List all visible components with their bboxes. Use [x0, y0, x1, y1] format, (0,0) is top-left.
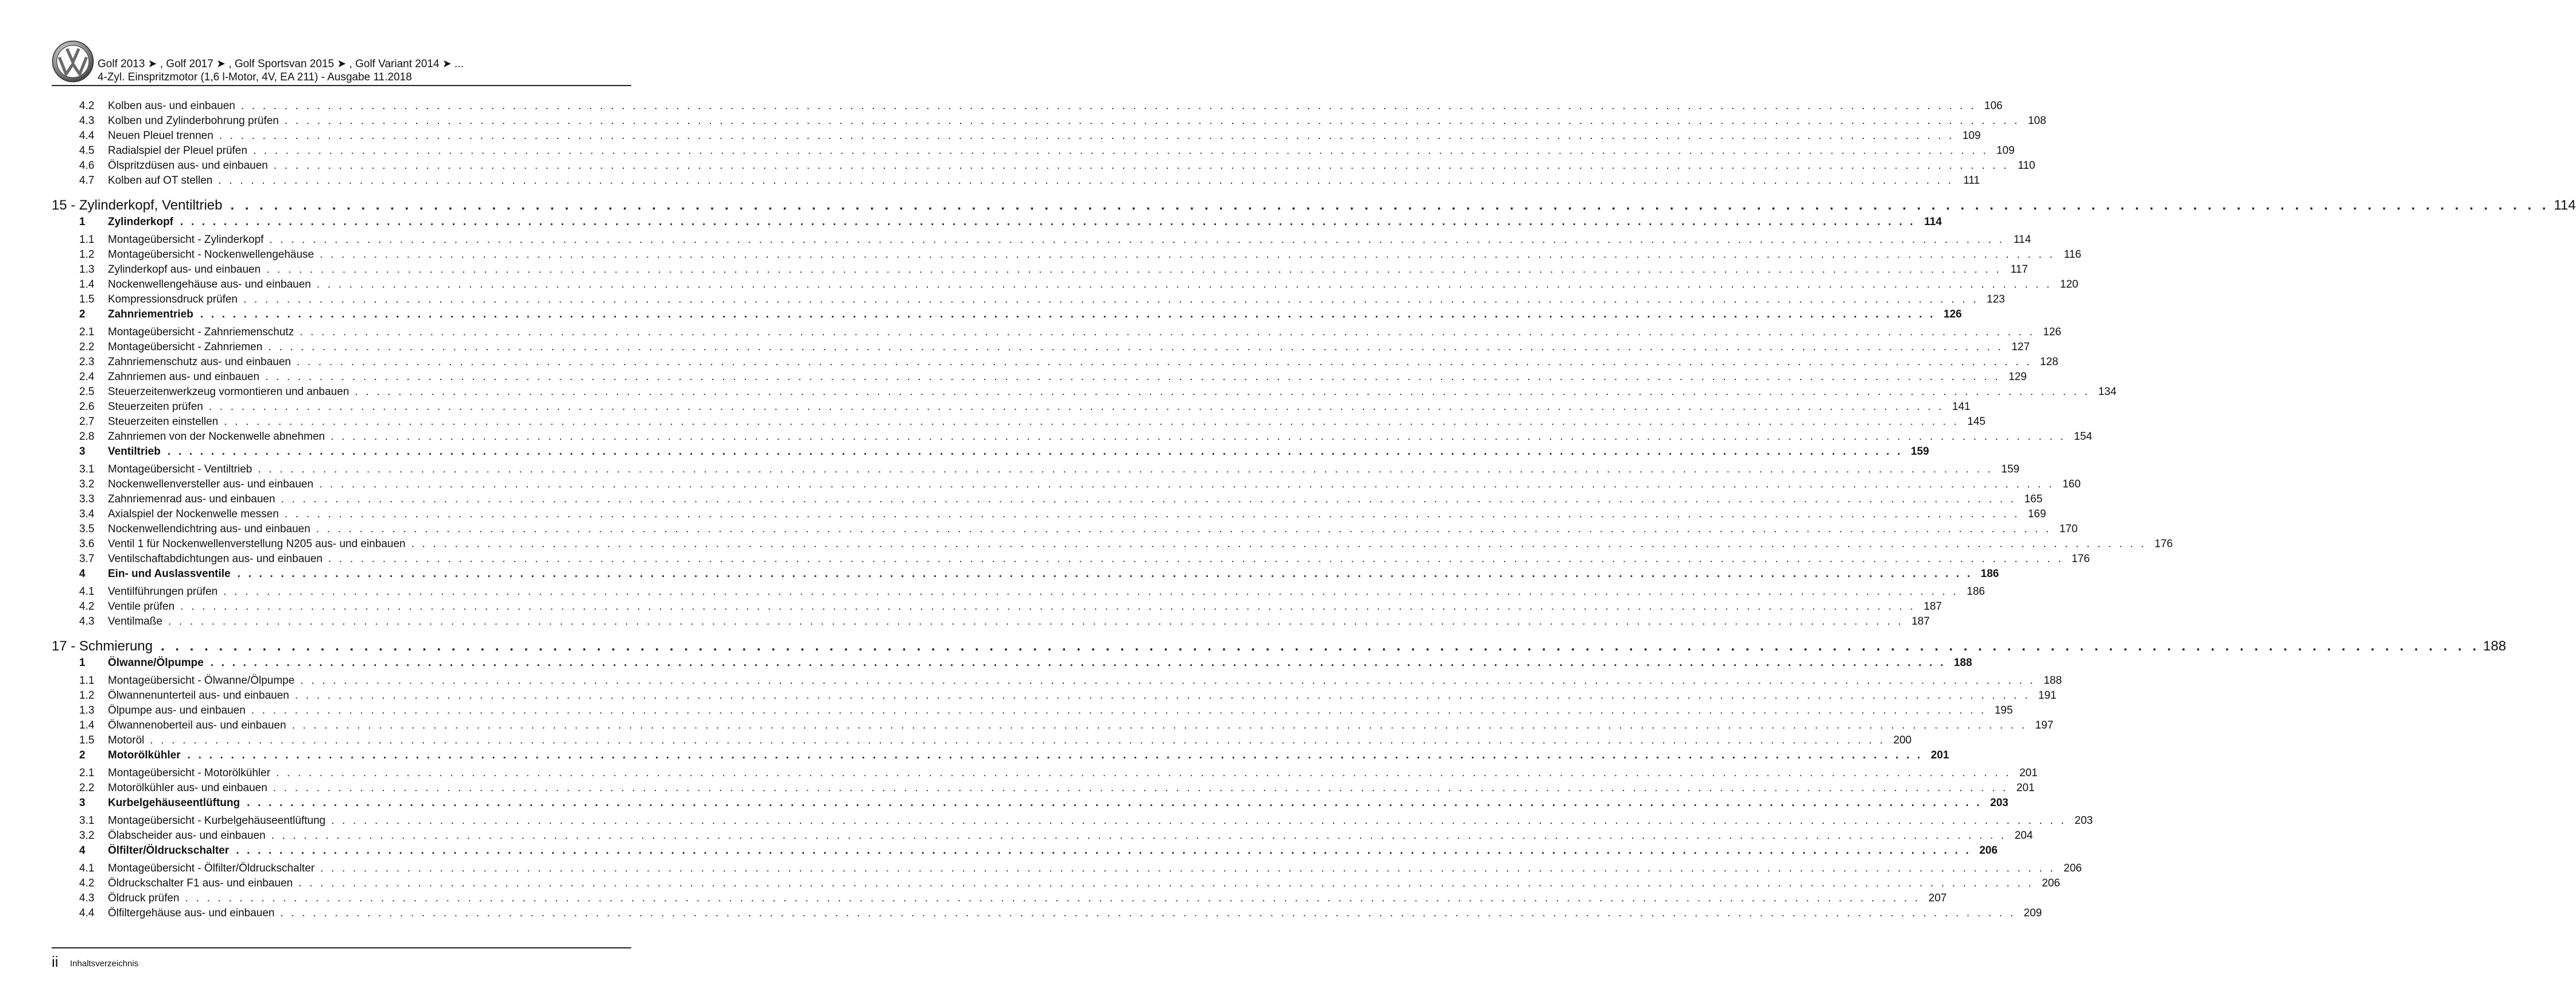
- toc-entry[interactable]: [52, 538, 2173, 553]
- toc-dot-leader: . . . . . . . . . . . . . . . . . . . . . . . . . . . . . . . . . . . . . . . . . . . . . . . . . . . . . . . . . . . . . . . . . . . . . . . . . . . . . . . . . . . . . . . . . . . . . . . . . . . . . . . . . . . . . . . . . . . . . . . . . . . . . . . . . . . . . . . . . . . . . . . . . . . . . . . . . . . . . . . .: [210, 657, 1946, 669]
- toc-entry-page: 188: [2043, 675, 2062, 687]
- toc-section[interactable]: [52, 446, 1929, 463]
- toc-entry-title: Ölwannenunterteil aus- und einbauen: [108, 690, 289, 702]
- toc-entry-title: Zahnriemenrad aus- und einbauen: [108, 493, 275, 505]
- toc-entry-title: Nockenwellendichtring aus- und einbauen: [108, 523, 310, 535]
- toc-dot-leader: . . . . . . . . . . . . . . . . . . . . . . . . . . . . . . . . . . . . . . . . . . . . . . . . . . . . . . . . . . . . . . . . . . . . . . . . . . . . . . . . . . . . . . . . . . . . . . . . . . . . . . . . . . . . . . . . . . . . . . . . . . . . . . . . . . . . . . . . . . . . . . . . . . . . . . . . . . . . . . . .: [266, 264, 2002, 276]
- toc-section[interactable]: [52, 216, 1942, 234]
- toc-entry-number: 3.2: [79, 478, 95, 490]
- toc-dot-leader: . . . . . . . . . . . . . . . . . . . . . . . . . . . . . . . . . . . . . . . . . . . . . . . . . . . . . . . . . . . . . . . . . . . . . . . . . . . . . . . . . . . . . . . . . . . . . . . . . . . . . . . . . . . . . . . . . . . . . . . . . . . . . . . . . . . . . . . . . . . . . . . . . . . . . . . . . . . . . . . .: [271, 830, 2007, 842]
- toc-entry-number: 3.1: [79, 463, 95, 475]
- toc-entry[interactable]: [52, 431, 2092, 446]
- toc-entry-title: Ventilführungen prüfen: [108, 586, 218, 598]
- toc-entry-number: 3.5: [79, 523, 95, 535]
- toc-entry[interactable]: [52, 293, 2005, 308]
- toc-dot-leader: . . . . . . . . . . . . . . . . . . . . . . . . . . . . . . . . . . . . . . . . . . . . . . . . . . . . . . . . . . . . . . . . . . . . . . . . . . . . . . . . . . . . . . . . . . . . . . . . . . . . . . . . . . . . . . . . . . . . . . . . . . . . . . . . . . . . . . . . . . . . . . . . . . . . . . . . . . . . . . . .: [265, 371, 2000, 383]
- toc-entry-page: 176: [2072, 553, 2090, 565]
- toc-chapter[interactable]: [52, 189, 2576, 216]
- toc-dot-leader: . . . . . . . . . . . . . . . . . . . . . . . . . . . . . . . . . . . . . . . . . . . . . . . . . . . . . . . . . . . . . . . . . . . . . . . . . . . . . . . . . . . . . . . . . . . . . . . . . . . . . . . . . . . . . . . . . . . . . . . . . . . . . . . . . . . . . . . . . . . . . . . . . . . . . . . . . . . . . . . .: [187, 749, 1923, 761]
- toc-entry-title: Steuerzeiten einstellen: [108, 416, 219, 428]
- toc-entry-number: 1.1: [79, 234, 95, 246]
- toc-entry-title: Montageübersicht - Motorölkühler: [108, 767, 271, 779]
- toc-entry-number: 2.6: [79, 401, 95, 413]
- toc-entry-title: Öldruck prüfen: [108, 892, 180, 904]
- toc-dot-leader: . . . . . . . . . . . . . . . . . . . . . . . . . . . . . . . . . . . . . . . . . . . . . . . . . . . . . . . . . . . . . . . . . . . . . . . . . . . . . . . . . . . . . . . . . . . . . . . . . . . . . . . . . . . . . . . . . . . . . . . . . . . . . . . . . . . . . . . . . . . . . . . . . . . . . . . . . . . . . . . .: [320, 249, 2055, 261]
- toc-entry-page: 201: [2019, 767, 2038, 779]
- toc-entry-number: 1.1: [79, 675, 95, 687]
- toc-entry-title: Kurbelgehäuseentlüftung: [108, 797, 240, 809]
- toc-entry-page: 197: [2035, 719, 2054, 731]
- toc-entry-number: 3.4: [79, 508, 95, 520]
- toc-dot-leader: . . . . . . . . . . . . . . . . . . . . . . . . . . . . . . . . . . . . . . . . . . . . . . . . . . . . . . . . . . . . . . . . . . . . . . . . . . . . . . . . . . . . . . . . . . . . . . . . . . . . . . . . . . . . . . . . . . . . . . . . . . . . . . . . . . . . . . . . . . . . . . . . . . . . . . . . . . . . . . . .: [328, 553, 2064, 565]
- header-text: [98, 57, 464, 84]
- toc-entry-title: Radialspiel der Pleuel prüfen: [108, 145, 247, 157]
- toc-entry-title: Zahnriementrieb: [108, 308, 193, 320]
- toc-entry-number: 4: [79, 568, 86, 580]
- toc-entry[interactable]: [52, 675, 2062, 690]
- toc-entry[interactable]: [52, 234, 2031, 249]
- toc-dot-leader: . . . . . . . . . . . . . . . . . . . . . . . . . . . . . . . . . . . . . . . . . . . . . . . . . . . . . . . . . . . . . . . . . . . . . . . . . . . . . . . . . . . . . . . . . . . . . . . . . . . . . . . . . . . . . . . . . . . . . . . . . . . . . . . . . . . . . . . . . . . . . . . . . . . . . . . . . . . . . . . .: [200, 308, 1936, 320]
- toc-entry-number: 4.3: [79, 615, 95, 628]
- toc-entry-page: 176: [2154, 538, 2173, 550]
- toc-entry-page: 120: [2060, 278, 2078, 291]
- toc-dot-leader: . . . . . . . . . . . . . . . . . . . . . . . . . . . . . . . . . . . . . . . . . . . . . . . . . . . . . . . . . . . . . . . . . . . . . . . . . . . . . . . . . . . . . . . . . . . . . . . . . . . . . . . . . . . . . . . . . . . . . . . . . . . . . . . . . . . . . . . . . . . . . . . . . . . . . . . . . . . . . . . .: [319, 478, 2054, 490]
- toc-entry-page: 129: [2008, 371, 2027, 383]
- toc-entry-title: Neuen Pleuel trennen: [108, 130, 213, 142]
- toc-entry-title: Ventil 1 für Nockenwellenverstellung N205 aus- und einbauen: [108, 538, 406, 550]
- toc-entry[interactable]: [52, 615, 1930, 630]
- toc-entry[interactable]: [52, 145, 2015, 160]
- toc-entry-number: 2.8: [79, 431, 95, 443]
- toc-entry-number: 1.3: [79, 704, 95, 716]
- header-vehicle-line: Golf 2013 ➤ , Golf 2017 ➤ , Golf Sportsvan 2015 ➤ , Golf Variant 2014 ➤ ...: [98, 58, 464, 70]
- toc-entry[interactable]: [52, 130, 1981, 145]
- toc-entry-number: 3.1: [79, 815, 95, 827]
- toc-entry[interactable]: [52, 100, 2003, 115]
- toc-entry-number: 3: [79, 446, 86, 458]
- toc-entry-title: Ölpumpe aus- und einbauen: [108, 704, 246, 716]
- toc-entry[interactable]: [52, 371, 2027, 386]
- toc-entry[interactable]: [52, 830, 2033, 845]
- toc-entry-title: 15 - Zylinderkopf, Ventiltrieb: [52, 197, 223, 213]
- toc-entry-page: 195: [1994, 704, 2013, 716]
- toc-dot-leader: . . . . . . . . . . . . . . . . . . . . . . . . . . . . . . . . . . . . . . . . . . . . . . . . . . . . . . . . . . . . . . . . . . . . . . . . . . . . . . . . . . . . . . . . . . . . . . . . . . . . . . . . . . . . . . . . . . . . . . . . . . . . . . . . . . . . . . . . . . . . . . . . . . . . . . . . . . . . . . . .: [292, 719, 2027, 731]
- toc-entry-number: 2.3: [79, 356, 95, 368]
- toc-entry[interactable]: [52, 862, 2082, 877]
- toc-entry[interactable]: [52, 782, 2035, 797]
- toc-entry-title: Kolben und Zylinderbohrung prüfen: [108, 115, 279, 127]
- toc-entry[interactable]: [52, 553, 2090, 568]
- header-divider: [52, 85, 631, 86]
- toc-dot-leader: . . . . . . . . . . . . . . . . . . . . . . . . . . . . . . . . . . . . . . . . . . . . . . . . . . . . . . . . . . . . . . . . . . . . . . . . . . . . . . . . . . . . . . . . . . . . . . . . . . . . . . . . . . . . . . . . . . . . . . . . . . . . . . . . . . . . . . . . . . . . . . . . . . . . . . . . . . . . . . . .: [284, 508, 2020, 520]
- toc-dot-leader: . . . . . . . . . . . . . . . . . . . . . . . . . . . . . . . . . . . . . . . . . . . . . . . . . . . . . . . . . . . . . . . . . . . . . . . . . . . . . . . . . . . . . . . . . . . . . . . . . . . . . . . . . . . . . . . . . . . . . . . . . . . . . . . . . . . . . . . . . . . . . . . . . . . . . . . . . . . . . . . .: [298, 877, 2034, 889]
- toc-dot-leader: . . . . . . . . . . . . . . . . . . . . . . . . . . . . . . . . . . . . . . . . . . . . . . . . . . . . . . . . . . . . . . . . . . . . . . . . . . . . . . . . . . . . . . . . . . . . . . . . . . . . . . . . . . . . . . . . . . . . . . . . . . . . . . . . . . . . . . . . . . . . . . . . . . . . . . . . . . . . . . . .: [316, 278, 2052, 291]
- toc-entry-number: 4.1: [79, 586, 95, 598]
- toc-entry-number: 3.2: [79, 830, 95, 842]
- toc-entry-title: Montageübersicht - Ventiltrieb: [108, 463, 252, 475]
- toc-entry-page: 145: [1967, 416, 1986, 428]
- toc-entry-title: Motorölkühler: [108, 749, 181, 761]
- toc-entry-page: 170: [2059, 523, 2078, 535]
- toc-entry-page: 141: [1952, 401, 1971, 413]
- toc-dot-leader: . . . . . . . . . . . . . . . . . . . . . . . . . . . . . . . . . . . . . . . . . . . . . . . . . . . . . . . . . . . . . . . . . . . . . . . . . . . . . . . . . . . . . . . . . . . . . . . . . . . . . . . . . . . . . . . . . . . . . . . . . . . . . . . . . . . . . . . . . . . . . . . . . . . . . . . . . . . . . . . .: [236, 845, 1971, 857]
- toc-entry[interactable]: [52, 734, 1912, 749]
- toc-entry-page: 123: [1987, 293, 2005, 305]
- toc-dot-leader: . . . . . . . . . . . . . . . . . . . . . . . . . . . . . . . . . . . . . . . . . . . . . . . . . . . . . . . . . . . . . . . . . . . . . . . . . . . . . . . . . . . . . . . . . . . . . . . . . . . . . . . . . . . . . . . . . . . . . . . . . . . . . . . . . . . . . . . . . . . . . . . . . . . . . . . . . . . . . . . .: [269, 234, 2005, 246]
- toc-entry-page: 201: [2016, 782, 2035, 794]
- toc-entry-title: Montageübersicht - Ölfilter/Öldruckschalter: [108, 862, 315, 874]
- toc-entry-page: 169: [2027, 508, 2046, 520]
- table-of-contents: [52, 100, 2576, 922]
- toc-entry[interactable]: [52, 907, 2042, 922]
- toc-dot-leader: . . . . . . . . . . . . . . . . . . . . . . . . . . . . . . . . . . . . . . . . . . . . . . . . . . . . . . . . . . . . . . . . . . . . . . . . . . . . . . . . . . . . . . . . . . . . . . . . . . . . . . . . . . . . . . . . . . . . . . . . . . . . . . . . . . . . . . . . . . . . . . . . . . . . . . . . . . . . . . . .: [180, 601, 1916, 613]
- toc-entry-number: 2: [79, 308, 86, 320]
- toc-entry-page: 187: [1911, 615, 1930, 628]
- toc-entry-title: Zylinderkopf aus- und einbauen: [108, 264, 261, 276]
- toc-entry[interactable]: [52, 704, 2013, 719]
- toc-dot-leader: . . . . . . . . . . . . . . . . . . . . . . . . . . . . . . . . . . . . . . . . . . . . . . . . . . . . . . . . . . . . . . . . . . . . . . . . . . . . . . . . . . . . . . . . . . . . . . . . . . . . . . . . . . . . . . . . . . . . . . . . . . . . . . . . . . . . . . . . . . . . . . . . . . . . . . . . . . . . . . . .: [331, 431, 2066, 443]
- toc-entry-page: 114: [2554, 197, 2576, 213]
- toc-entry[interactable]: [52, 463, 2020, 478]
- toc-entry-page: 128: [2040, 356, 2058, 368]
- toc-entry[interactable]: [52, 815, 2093, 830]
- toc-entry-page: 209: [2023, 907, 2042, 919]
- toc-entry-title: Nockenwellengehäuse aus- und einbauen: [108, 278, 311, 291]
- toc-entry[interactable]: [52, 601, 1942, 615]
- toc-entry-page: 186: [1967, 586, 1985, 598]
- toc-section[interactable]: [52, 308, 1962, 326]
- toc-dot-leader: . . . . . . . . . . . . . . . . . . . . . . . . . . . . . . . . . . . . . . . . . . . . . . . . . . . . . . . . . . . . . . . . . . . . . . . . . . . . . . . . . . . . . . . . . . . . . . . . . . . . . . . . . . . . . . . . . . . . . . . . . . . . . . . . . . . . . . . . . . . . . . . . . . . . . . . . . . . . . . . .: [280, 907, 2016, 919]
- toc-dot-leader: . . . . . . . . . . . . . . . . . . . . . . . . . . . . . . . . . . . . . . . . . . . . . . . . . . . . . . . . . . . . . . . . . . . . . . . . . . . . . . . . . . . . . . . . . . . . . . . . . . . . . . . . . . . . . . . . . . . . . . . . . . . . . . . . . . . . . . . . . . . . . . . . . . . . . . . . . . . . . . . .: [281, 493, 2016, 505]
- toc-dot-leader: . . . . . . . . . . . . . . . . . . . . . . . . . . . . . . . . . . . . . . . . . . . . . . . . . . . . . . . . . . . . . . . . . . . . . . . . . . . . . . . . . . . . . . . . . . . . . . . . . . . . . . . . . . . . . . . . . . . . . . . . . . . . . . . . . . . . . . . . . . . . . . . . . . . . . . . . . . . . . . . .: [300, 326, 2035, 338]
- toc-dot-leader: . . . . . . . . . . . . . . . . . . . . . . . . . . . . . . . . . . . . . . . . . . . . . . . . . . . . . . . . . . . . . . . . . . . . . . . . . . . . . . . . . . . . . . . . . . . . . . . . . . . . . . . . . . . . . . . . . . . . . . . . . . . . . . . . . . . . . . . . . . . . . . . . . . . . . . . . . . . . . . . .: [320, 862, 2056, 874]
- toc-entry-title: Ventiltrieb: [108, 446, 161, 458]
- toc-entry-title: Ölfilter/Öldruckschalter: [108, 845, 230, 857]
- toc-dot-leader: . . . . . . . . . . . . . . . . . . . . . . . . . . . . . . . . . . . . . . . . . . . . . . . . . . . . . . . . . . . . . . . . . . . . . . . . . . . . . . . . . . . . . . . . . . . . . . . . . . . . . . . . . . . . . . . . . . . . . . . . . . . . . . . . . . . . . . . . . . . . . . . . . . . . . . . . . . . . . . . .: [411, 538, 2147, 550]
- toc-entry-page: 206: [2042, 877, 2060, 889]
- toc-entry-page: 204: [2014, 830, 2033, 842]
- toc-entry-title: Kompressionsdruck prüfen: [108, 293, 238, 305]
- toc-dot-leader: . . . . . . . . . . . . . . . . . . . . . . . . . . . . . . . . . . . . . . . . . . . . . . . . . . . . . . . . . . . . . . . . . . . . . . . . . . . . . . . . . . . . . . . . . . . . . . . . . . . . . . . . . . . . . . . . . . . . . . . . . . . . . . . . . . . . . . . . . . . . . . . . . . . . . . . . . . . . . . . .: [240, 100, 1976, 112]
- toc-section[interactable]: [52, 845, 1998, 862]
- toc-dot-leader: . . . . . . . . . . . . . . . . . . . . . . . . . . . . . . . . . . . . . . . . . . . . . . . . . . . . . . . . . . . . . . . . . . . . . . . . . . . . . . . . . . . . . . . . . . . . . . . . . . . . . . . . . . . . . . . . . . . . . . . . . . . . . . . . . . . . . . . . . . . . . . . . . . . . . . . . . . . . . . . .: [258, 463, 1994, 475]
- toc-entry-page: 191: [2038, 690, 2057, 702]
- toc-entry[interactable]: [52, 264, 2028, 278]
- toc-dot-leader: . . . . . . . . . . . . . . . . . . . . . . . . . . . . . . . . . . . . . . . . . . . . . . . . . . . . . . . . . . . . . . . . . . . . . . . . . . . . . . . . . . . . . . . . . . . . . . . . . . . . . . . . . . . . . . . . . . . . . . . . . . . . . . . . . . . . . . . . . . . . . . . . . . . . . . . . . . . . . . . .: [296, 356, 2032, 368]
- toc-entry-page: 109: [1996, 145, 2015, 157]
- toc-entry-title: Ventilschaftabdichtungen aus- und einbauen: [108, 553, 323, 565]
- toc-chapter[interactable]: [52, 630, 2507, 657]
- toc-dot-leader: . . . . . . . . . . . . . . . . . . . . . . . . . . . . . . . . . . . . . . . . . . . . . . . . . . . . . . . . . . . . . . . . . . . . . . . . . . . . . . . . . . . . . . . . . . . . . . . . . . . . . . . . . . . . . . . . . . . . . . . . . . . . . . . . . . . . . . . . . . . . . . . . . . . . . . . . . . . . . . . .: [300, 675, 2036, 687]
- toc-entry-title: Montageübersicht - Ölwanne/Ölpumpe: [108, 675, 295, 687]
- toc-entry-page: 203: [2074, 815, 2093, 827]
- toc-entry-page: 201: [1930, 749, 1949, 761]
- toc-dot-leader: . . . . . . . . . . . . . . . . . . . . . . . . . . . . . . . . . . . . . . . . . . . . . . . . . . . . . . . . . . . . . . . . . . . . . . . . . . . . . . . . . . . . . . . . . . . . . . . . . . . . . . . . . . . . . . . . . . . . . . . . . . . . . . . . . . . . . . . . . . . . . . . . . . . . . . . . . . . . . . . .: [268, 341, 2004, 353]
- toc-entry-page: 206: [1979, 845, 1998, 857]
- footer-label: Inhaltsverzeichnis: [70, 959, 139, 969]
- toc-dot-leader: . . . . . . . . . . . . . . . . . . . . . . . . . . . . . . . . . . . . . . . . . . . . . . . . . . . . . . . . . . . . . . . . . . . . . . . . . . . . . . . . . . . . . . . . . . . . . . . . . . . . . . . . . . . . . . . . . . . . . . . . . . . . . . . . . . . . . . . . . . . . . . . . . . . . . . . . . . . . . . . .: [230, 197, 2550, 213]
- toc-entry-number: 2.1: [79, 326, 95, 338]
- toc-entry-title: Ein- und Auslassventile: [108, 568, 231, 580]
- toc-entry-number: 2.2: [79, 782, 95, 794]
- toc-entry-title: Steuerzeiten prüfen: [108, 401, 203, 413]
- toc-entry-title: Öldruckschalter F1 aus- und einbauen: [108, 877, 293, 889]
- toc-entry-title: Ventile prüfen: [108, 601, 175, 613]
- toc-entry-title: Ölspritzdüsen aus- und einbauen: [108, 160, 268, 172]
- toc-entry[interactable]: [52, 523, 2078, 538]
- toc-entry-title: Ventilmaße: [108, 615, 163, 628]
- toc-dot-leader: . . . . . . . . . . . . . . . . . . . . . . . . . . . . . . . . . . . . . . . . . . . . . . . . . . . . . . . . . . . . . . . . . . . . . . . . . . . . . . . . . . . . . . . . . . . . . . . . . . . . . . . . . . . . . . . . . . . . . . . . . . . . . . . . . . . . . . . . . . . . . . . . . . . . . . . . . . . . . . . .: [180, 216, 1916, 228]
- toc-entry-title: Kolben aus- und einbauen: [108, 100, 235, 112]
- toc-dot-leader: . . . . . . . . . . . . . . . . . . . . . . . . . . . . . . . . . . . . . . . . . . . . . . . . . . . . . . . . . . . . . . . . . . . . . . . . . . . . . . . . . . . . . . . . . . . . . . . . . . . . . . . . . . . . . . . . . . . . . . . . . . . . . . . . . . . . . . . . . . . . . . . . . . . . . . . . . . . . . . . .: [247, 797, 1982, 809]
- toc-entry-title: Montageübersicht - Zylinderkopf: [108, 234, 264, 246]
- toc-entry-page: 106: [1984, 100, 2003, 112]
- toc-entry-page: 110: [2018, 160, 2035, 172]
- toc-dot-leader: . . . . . . . . . . . . . . . . . . . . . . . . . . . . . . . . . . . . . . . . . . . . . . . . . . . . . . . . . . . . . . . . . . . . . . . . . . . . . . . . . . . . . . . . . . . . . . . . . . . . . . . . . . . . . . . . . . . . . . . . . . . . . . . . . . . . . . . . . . . . . . . . . . . . . . . . . . . . . . . .: [237, 568, 1973, 580]
- toc-entry-number: 1.3: [79, 264, 95, 276]
- toc-dot-leader: . . . . . . . . . . . . . . . . . . . . . . . . . . . . . . . . . . . . . . . . . . . . . . . . . . . . . . . . . . . . . . . . . . . . . . . . . . . . . . . . . . . . . . . . . . . . . . . . . . . . . . . . . . . . . . . . . . . . . . . . . . . . . . . . . . . . . . . . . . . . . . . . . . . . . . . . . . . . . . . .: [284, 115, 2020, 127]
- toc-entry-number: 1.2: [79, 249, 95, 261]
- toc-dot-leader: . . . . . . . . . . . . . . . . . . . . . . . . . . . . . . . . . . . . . . . . . . . . . . . . . . . . . . . . . . . . . . . . . . . . . . . . . . . . . . . . . . . . . . . . . . . . . . . . . . . . . . . . . . . . . . . . . . . . . . . . . . . . . . . . . . . . . . . . . . . . . . . . . . . . . . . . . . . . . . . .: [273, 782, 2008, 794]
- toc-dot-leader: . . . . . . . . . . . . . . . . . . . . . . . . . . . . . . . . . . . . . . . . . . . . . . . . . . . . . . . . . . . . . . . . . . . . . . . . . . . . . . . . . . . . . . . . . . . . . . . . . . . . . . . . . . . . . . . . . . . . . . . . . . . . . . . . . . . . . . . . . . . . . . . . . . . . . . . . . . . . . . . .: [243, 293, 1979, 305]
- toc-dot-leader: . . . . . . . . . . . . . . . . . . . . . . . . . . . . . . . . . . . . . . . . . . . . . . . . . . . . . . . . . . . . . . . . . . . . . . . . . . . . . . . . . . . . . . . . . . . . . . . . . . . . . . . . . . . . . . . . . . . . . . . . . . . . . . . . . . . . . . . . . . . . . . . . . . . . . . . . . . . . . . . .: [185, 892, 1921, 904]
- toc-dot-leader: . . . . . . . . . . . . . . . . . . . . . . . . . . . . . . . . . . . . . . . . . . . . . . . . . . . . . . . . . . . . . . . . . . . . . . . . . . . . . . . . . . . . . . . . . . . . . . . . . . . . . . . . . . . . . . . . . . . . . . . . . . . . . . . . . . . . . . . . . . . . . . . . . . . . . . . . . . . . . . . .: [208, 401, 1944, 413]
- toc-dot-leader: . . . . . . . . . . . . . . . . . . . . . . . . . . . . . . . . . . . . . . . . . . . . . . . . . . . . . . . . . . . . . . . . . . . . . . . . . . . . . . . . . . . . . . . . . . . . . . . . . . . . . . . . . . . . . . . . . . . . . . . . . . . . . . . . . . . . . . . . . . . . . . . . . . . . . . . . . . . . . . . .: [251, 704, 1987, 716]
- toc-entry[interactable]: [52, 341, 2030, 356]
- toc-entry[interactable]: [52, 493, 2043, 508]
- toc-entry-title: Motorölkühler aus- und einbauen: [108, 782, 267, 794]
- toc-section[interactable]: [52, 568, 1999, 586]
- toc-entry-number: 1.5: [79, 293, 95, 305]
- toc-entry-title: Ölabscheider aus- und einbauen: [108, 830, 266, 842]
- toc-entry[interactable]: [52, 386, 2117, 401]
- toc-entry-title: Montageübersicht - Zahnriemen: [108, 341, 263, 353]
- toc-entry[interactable]: [52, 416, 1986, 431]
- toc-entry-number: 1: [79, 657, 86, 669]
- toc-entry[interactable]: [52, 478, 2081, 493]
- toc-entry-page: 114: [1924, 216, 1942, 228]
- toc-dot-leader: . . . . . . . . . . . . . . . . . . . . . . . . . . . . . . . . . . . . . . . . . . . . . . . . . . . . . . . . . . . . . . . . . . . . . . . . . . . . . . . . . . . . . . . . . . . . . . . . . . . . . . . . . . . . . . . . . . . . . . . . . . . . . . . . . . . . . . . . . . . . . . . . . . . . . . . . . . . . . . . .: [223, 586, 1959, 598]
- toc-entry-number: 2.7: [79, 416, 95, 428]
- toc-entry-number: 4.5: [79, 145, 95, 157]
- toc-entry[interactable]: [52, 249, 2081, 264]
- toc-dot-leader: . . . . . . . . . . . . . . . . . . . . . . . . . . . . . . . . . . . . . . . . . . . . . . . . . . . . . . . . . . . . . . . . . . . . . . . . . . . . . . . . . . . . . . . . . . . . . . . . . . . . . . . . . . . . . . . . . . . . . . . . . . . . . . . . . . . . . . . . . . . . . . . . . . . . . . . . . . . . . . . .: [168, 615, 1903, 628]
- toc-entry-title: Ölwannenoberteil aus- und einbauen: [108, 719, 286, 731]
- toc-entry-number: 3.3: [79, 493, 95, 505]
- toc-dot-leader: . . . . . . . . . . . . . . . . . . . . . . . . . . . . . . . . . . . . . . . . . . . . . . . . . . . . . . . . . . . . . . . . . . . . . . . . . . . . . . . . . . . . . . . . . . . . . . . . . . . . . . . . . . . . . . . . . . . . . . . . . . . . . . . . . . . . . . . . . . . . . . . . . . . . . . . . . . . . . . . .: [276, 767, 2011, 779]
- toc-entry[interactable]: [52, 356, 2058, 371]
- toc-entry-title: Zylinderkopf: [108, 216, 174, 228]
- page-header: [52, 40, 631, 87]
- toc-entry-number: 4.2: [79, 877, 95, 889]
- toc-entry-number: 4.3: [79, 892, 95, 904]
- toc-entry-page: 127: [2011, 341, 2030, 353]
- toc-entry-page: 154: [2074, 431, 2092, 443]
- toc-entry-title: 17 - Schmierung: [52, 638, 153, 654]
- toc-entry-title: Zahnriemen von der Nockenwelle abnehmen: [108, 431, 325, 443]
- toc-entry[interactable]: [52, 586, 1985, 601]
- toc-entry-title: Montageübersicht - Zahnriemenschutz: [108, 326, 294, 338]
- toc-entry-number: 4.4: [79, 130, 95, 142]
- toc-entry-number: 2.4: [79, 371, 95, 383]
- toc-entry-number: 4.2: [79, 100, 95, 112]
- toc-entry-number: 4.6: [79, 160, 95, 172]
- toc-dot-leader: . . . . . . . . . . . . . . . . . . . . . . . . . . . . . . . . . . . . . . . . . . . . . . . . . . . . . . . . . . . . . . . . . . . . . . . . . . . . . . . . . . . . . . . . . . . . . . . . . . . . . . . . . . . . . . . . . . . . . . . . . . . . . . . . . . . . . . . . . . . . . . . . . . . . . . . . . . . . . . . .: [218, 175, 1954, 187]
- toc-entry-number: 4.2: [79, 601, 95, 613]
- toc-entry-title: Montageübersicht - Kurbelgehäuseentlüftung: [108, 815, 326, 827]
- toc-dot-leader: . . . . . . . . . . . . . . . . . . . . . . . . . . . . . . . . . . . . . . . . . . . . . . . . . . . . . . . . . . . . . . . . . . . . . . . . . . . . . . . . . . . . . . . . . . . . . . . . . . . . . . . . . . . . . . . . . . . . . . . . . . . . . . . . . . . . . . . . . . . . . . . . . . . . . . . . . . . . . . . .: [252, 145, 1988, 157]
- header-engine-line: 4-Zyl. Einspritzmotor (1,6 l-Motor, 4V, EA 211) - Ausgabe 11.2018: [98, 71, 412, 83]
- toc-entry[interactable]: [52, 160, 2035, 175]
- toc-dot-leader: . . . . . . . . . . . . . . . . . . . . . . . . . . . . . . . . . . . . . . . . . . . . . . . . . . . . . . . . . . . . . . . . . . . . . . . . . . . . . . . . . . . . . . . . . . . . . . . . . . . . . . . . . . . . . . . . . . . . . . . . . . . . . . . . . . . . . . . . . . . . . . . . . . . . . . . . . . . . . . . .: [331, 815, 2066, 827]
- toc-entry-page: 134: [2098, 386, 2117, 398]
- toc-entry-number: 2.2: [79, 341, 95, 353]
- toc-entry[interactable]: [52, 326, 2061, 341]
- toc-entry-title: Steuerzeitenwerkzeug vormontieren und anbauen: [108, 386, 349, 398]
- toc-entry[interactable]: [52, 877, 2060, 892]
- toc-entry-page: 188: [1953, 657, 1972, 669]
- vw-logo-icon: [52, 40, 94, 83]
- toc-entry-page: 188: [2483, 638, 2507, 654]
- toc-entry[interactable]: [52, 401, 1971, 416]
- toc-entry-number: 1.4: [79, 278, 95, 291]
- toc-section[interactable]: [52, 797, 2008, 815]
- toc-entry[interactable]: [52, 690, 2057, 704]
- toc-dot-leader: . . . . . . . . . . . . . . . . . . . . . . . . . . . . . . . . . . . . . . . . . . . . . . . . . . . . . . . . . . . . . . . . . . . . . . . . . . . . . . . . . . . . . . . . . . . . . . . . . . . . . . . . . . . . . . . . . . . . . . . . . . . . . . . . . . . . . . . . . . . . . . . . . . . . . . . . . . . . . . . .: [294, 690, 2030, 702]
- toc-entry-page: 114: [2013, 234, 2031, 246]
- toc-entry-number: 1.4: [79, 719, 95, 731]
- toc-entry-page: 165: [2024, 493, 2043, 505]
- toc-entry-number: 3.7: [79, 553, 95, 565]
- toc-entry[interactable]: [52, 892, 1947, 907]
- footer-page-number: ii: [52, 953, 59, 970]
- toc-dot-leader: . . . . . . . . . . . . . . . . . . . . . . . . . . . . . . . . . . . . . . . . . . . . . . . . . . . . . . . . . . . . . . . . . . . . . . . . . . . . . . . . . . . . . . . . . . . . . . . . . . . . . . . . . . . . . . . . . . . . . . . . . . . . . . . . . . . . . . . . . . . . . . . . . . . . . . . . . . . . . . . .: [161, 638, 2480, 654]
- toc-entry-page: 159: [2001, 463, 2020, 475]
- toc-entry-number: 2.1: [79, 767, 95, 779]
- toc-entry-title: Ölwanne/Ölpumpe: [108, 657, 204, 669]
- toc-entry-title: Zahnriemenschutz aus- und einbauen: [108, 356, 291, 368]
- toc-section[interactable]: [52, 657, 1972, 675]
- toc-entry-number: 1.5: [79, 734, 95, 746]
- toc-entry-page: 116: [2064, 249, 2081, 261]
- toc-entry-title: Kolben auf OT stellen: [108, 175, 213, 187]
- toc-entry-page: 126: [2043, 326, 2061, 338]
- toc-entry-number: 1: [79, 216, 86, 228]
- toc-dot-leader: . . . . . . . . . . . . . . . . . . . . . . . . . . . . . . . . . . . . . . . . . . . . . . . . . . . . . . . . . . . . . . . . . . . . . . . . . . . . . . . . . . . . . . . . . . . . . . . . . . . . . . . . . . . . . . . . . . . . . . . . . . . . . . . . . . . . . . . . . . . . . . . . . . . . . . . . . . . . . . . .: [167, 446, 1903, 458]
- toc-entry-title: Montageübersicht - Nockenwellengehäuse: [108, 249, 314, 261]
- toc-entry[interactable]: [52, 115, 2046, 130]
- toc-entry-number: 4.4: [79, 907, 95, 919]
- toc-dot-leader: . . . . . . . . . . . . . . . . . . . . . . . . . . . . . . . . . . . . . . . . . . . . . . . . . . . . . . . . . . . . . . . . . . . . . . . . . . . . . . . . . . . . . . . . . . . . . . . . . . . . . . . . . . . . . . . . . . . . . . . . . . . . . . . . . . . . . . . . . . . . . . . . . . . . . . . . . . . . . . . .: [355, 386, 2091, 398]
- toc-entry-title: Axialspiel der Nockenwelle messen: [108, 508, 279, 520]
- toc-entry-page: 117: [2010, 264, 2028, 276]
- toc-entry-title: Ölfiltergehäuse aus- und einbauen: [108, 907, 275, 919]
- toc-dot-leader: . . . . . . . . . . . . . . . . . . . . . . . . . . . . . . . . . . . . . . . . . . . . . . . . . . . . . . . . . . . . . . . . . . . . . . . . . . . . . . . . . . . . . . . . . . . . . . . . . . . . . . . . . . . . . . . . . . . . . . . . . . . . . . . . . . . . . . . . . . . . . . . . . . . . . . . . . . . . . . . .: [316, 523, 2052, 535]
- toc-entry-title: Nockenwellenversteller aus- und einbauen: [108, 478, 314, 490]
- toc-entry-page: 206: [2064, 862, 2082, 874]
- toc-entry-page: 207: [1928, 892, 1947, 904]
- toc-entry-number: 2: [79, 749, 86, 761]
- toc-entry-number: 3.6: [79, 538, 95, 550]
- toc-entry-page: 111: [1963, 175, 1980, 187]
- toc-dot-leader: . . . . . . . . . . . . . . . . . . . . . . . . . . . . . . . . . . . . . . . . . . . . . . . . . . . . . . . . . . . . . . . . . . . . . . . . . . . . . . . . . . . . . . . . . . . . . . . . . . . . . . . . . . . . . . . . . . . . . . . . . . . . . . . . . . . . . . . . . . . . . . . . . . . . . . . . . . . . . . . .: [150, 734, 1886, 746]
- toc-entry[interactable]: [52, 719, 2054, 734]
- toc-dot-leader: . . . . . . . . . . . . . . . . . . . . . . . . . . . . . . . . . . . . . . . . . . . . . . . . . . . . . . . . . . . . . . . . . . . . . . . . . . . . . . . . . . . . . . . . . . . . . . . . . . . . . . . . . . . . . . . . . . . . . . . . . . . . . . . . . . . . . . . . . . . . . . . . . . . . . . . . . . . . . . . .: [224, 416, 1959, 428]
- toc-entry-number: 4: [79, 845, 86, 857]
- toc-entry-page: 109: [1962, 130, 1981, 142]
- toc-entry-title: Zahnriemen aus- und einbauen: [108, 371, 260, 383]
- toc-entry[interactable]: [52, 175, 1980, 189]
- toc-entry-page: 186: [1980, 568, 1999, 580]
- toc-entry-page: 159: [1910, 446, 1929, 458]
- toc-dot-leader: . . . . . . . . . . . . . . . . . . . . . . . . . . . . . . . . . . . . . . . . . . . . . . . . . . . . . . . . . . . . . . . . . . . . . . . . . . . . . . . . . . . . . . . . . . . . . . . . . . . . . . . . . . . . . . . . . . . . . . . . . . . . . . . . . . . . . . . . . . . . . . . . . . . . . . . . . . . . . . . .: [273, 160, 2009, 172]
- toc-entry-page: 126: [1943, 308, 1962, 320]
- toc-entry-number: 3: [79, 797, 86, 809]
- toc-entry[interactable]: [52, 767, 2038, 782]
- toc-entry[interactable]: [52, 508, 2046, 523]
- toc-entry-page: 108: [2027, 115, 2046, 127]
- toc-section[interactable]: [52, 749, 1949, 767]
- toc-entry-page: 160: [2062, 478, 2081, 490]
- toc-entry-page: 203: [1990, 797, 2008, 809]
- toc-entry[interactable]: [52, 278, 2078, 293]
- toc-entry-number: 4.1: [79, 862, 95, 874]
- toc-entry-page: 187: [1924, 601, 1942, 613]
- toc-entry-number: 4.3: [79, 115, 95, 127]
- toc-entry-number: 4.7: [79, 175, 95, 187]
- toc-entry-number: 2.5: [79, 386, 95, 398]
- toc-entry-title: Motoröl: [108, 734, 145, 746]
- toc-entry-number: 1.2: [79, 690, 95, 702]
- toc-dot-leader: . . . . . . . . . . . . . . . . . . . . . . . . . . . . . . . . . . . . . . . . . . . . . . . . . . . . . . . . . . . . . . . . . . . . . . . . . . . . . . . . . . . . . . . . . . . . . . . . . . . . . . . . . . . . . . . . . . . . . . . . . . . . . . . . . . . . . . . . . . . . . . . . . . . . . . . . . . . . . . . .: [219, 130, 1955, 142]
- toc-entry-page: 200: [1893, 734, 1912, 746]
- footer-divider: [52, 947, 631, 948]
